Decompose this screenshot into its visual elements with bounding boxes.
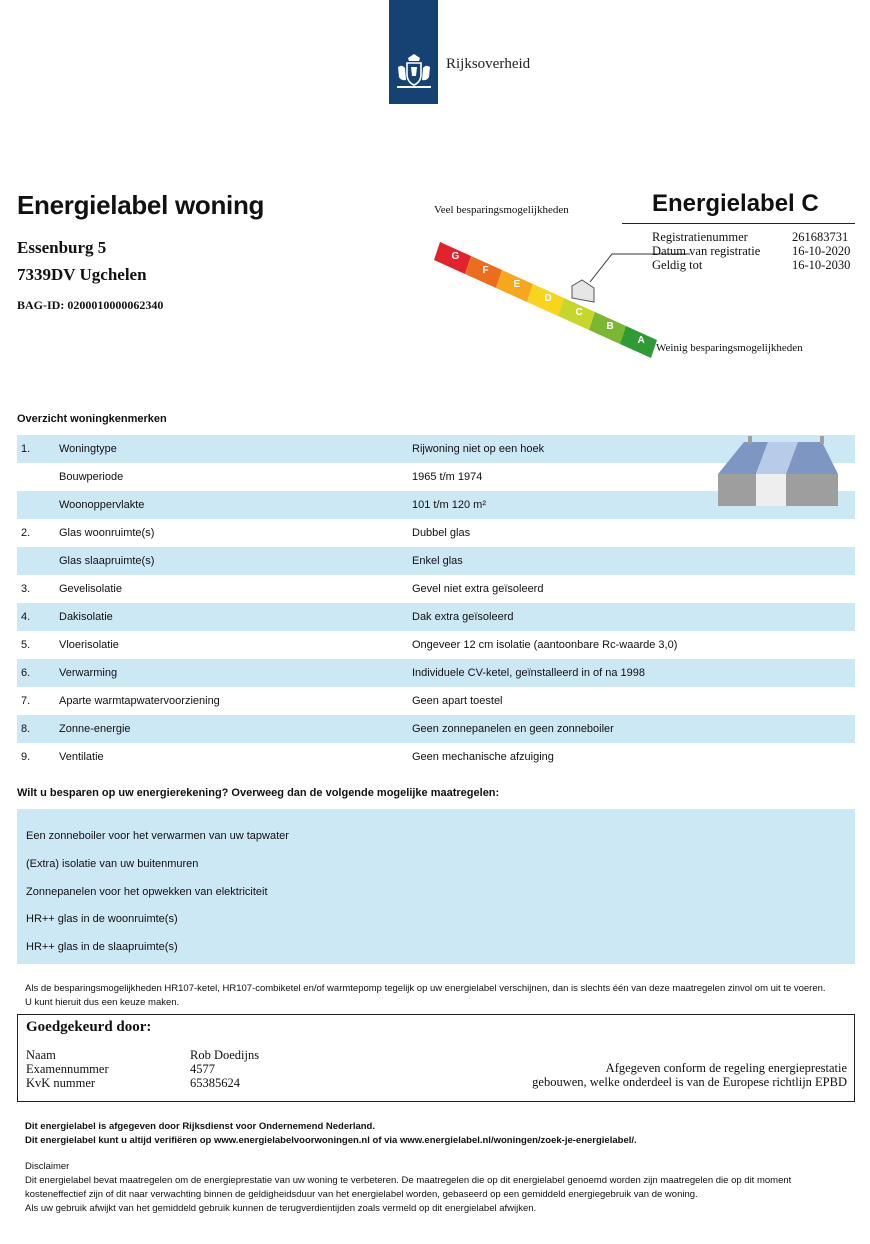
row-label: Vloerisolatie	[59, 639, 119, 651]
scale-letter: B	[606, 321, 614, 332]
row-label: Aparte warmtapwatervoorziening	[59, 695, 220, 707]
approval-key: Naam	[26, 1048, 56, 1062]
approval-key: KvK nummer	[26, 1076, 96, 1090]
row-number: 9.	[21, 751, 31, 763]
coat-of-arms-icon	[394, 52, 434, 92]
row-value: Individuele CV-ketel, geïnstalleerd in of na 1998	[412, 667, 645, 679]
issued-by	[25, 1120, 637, 1148]
current-class-marker	[572, 280, 594, 302]
row-label: Zonne-energie	[59, 723, 131, 735]
overview-heading: Overzicht woningkenmerken	[17, 413, 167, 425]
scale-letter: G	[451, 251, 460, 262]
row-number: 2.	[21, 527, 31, 539]
scale-letter: A	[637, 335, 645, 346]
measure-item: (Extra) isolatie van uw buitenmuren	[26, 858, 199, 870]
row-value: Geen zonnepanelen en geen zonneboiler	[412, 723, 614, 735]
logo-text: Rijksoverheid	[446, 56, 531, 72]
row-number: 4.	[21, 611, 31, 623]
approval-value: 65385624	[190, 1076, 240, 1090]
verification-line: Dit energielabel kunt u altijd verifiëren op www.energielabelvoorwoningen.nl of via www.energielabel.nl/woningen/zoek-je-energielabel/.	[25, 1135, 637, 1146]
row-value: Rijwoning niet op een hoek	[412, 443, 545, 455]
energy-label-title: Energielabel C	[652, 190, 819, 217]
issued-line: Dit energielabel is afgegeven door Rijksdienst voor Ondernemend Nederland.	[25, 1121, 376, 1132]
row-value: Dubbel glas	[412, 527, 471, 539]
scale-letter: D	[544, 293, 552, 304]
table-row	[17, 659, 855, 687]
registration-row	[652, 244, 852, 258]
row-value: Geen mechanische afzuiging	[412, 751, 554, 763]
row-value: Enkel glas	[412, 555, 463, 567]
approval-row	[26, 1076, 259, 1090]
row-label: Woonoppervlakte	[59, 499, 145, 511]
table-row	[17, 631, 855, 659]
approval-value: 4577	[190, 1062, 215, 1076]
row-number: 1.	[21, 443, 31, 455]
row-number: 5.	[21, 639, 31, 651]
measure-item: HR++ glas in de woonruimte(s)	[26, 913, 178, 925]
row-label: Ventilatie	[59, 751, 104, 763]
registration-details	[652, 230, 852, 272]
house-icon	[716, 434, 840, 510]
disclaimer	[25, 1160, 845, 1216]
measures-box	[17, 809, 855, 964]
scale-letter: E	[513, 279, 521, 290]
row-label: Glas slaapruimte(s)	[59, 555, 155, 567]
approval-box	[17, 1014, 855, 1102]
scale-letter: C	[575, 307, 583, 318]
epbd-line: Afgegeven conform de regeling energieprestatie	[605, 1061, 847, 1075]
row-label: Verwarming	[59, 667, 118, 679]
row-number: 7.	[21, 695, 31, 707]
epbd-statement	[532, 1061, 847, 1089]
approval-key: Examennummer	[26, 1062, 109, 1076]
row-number: 6.	[21, 667, 31, 679]
address-street: Essenburg 5	[17, 238, 107, 257]
registration-value: 16-10-2030	[792, 258, 851, 272]
registration-key: Registratienummer	[652, 230, 748, 244]
row-label: Gevelisolatie	[59, 583, 122, 595]
row-value: Geen apart toestel	[412, 695, 503, 707]
disclaimer-title: Disclaimer	[25, 1161, 70, 1172]
row-label: Glas woonruimte(s)	[59, 527, 155, 539]
row-value: 101 t/m 120 m²	[412, 499, 486, 511]
scale-bottom-text: Weinig besparingsmogelijkheden	[656, 342, 803, 354]
measure-item: HR++ glas in de slaapruimte(s)	[26, 941, 178, 953]
table-row	[17, 519, 855, 547]
approval-details	[26, 1048, 259, 1090]
measure-item: Zonnepanelen voor het opwekken van elektriciteit	[26, 886, 268, 898]
table-row	[17, 575, 855, 603]
approval-row	[26, 1048, 259, 1062]
approval-value: Rob Doedijns	[190, 1048, 260, 1062]
page-title: Energielabel woning	[17, 190, 265, 220]
registration-value: 261683731	[792, 230, 849, 244]
row-label: Dakisolatie	[59, 611, 113, 623]
registration-key: Geldig tot	[652, 258, 703, 272]
disclaimer-text: Als uw gebruik afwijkt van het gemiddeld gebruik kunnen de terugverdientijden zoals vermeld op dit energielabel afwijken.	[25, 1203, 537, 1214]
divider	[622, 223, 855, 224]
measures-heading: Wilt u besparen op uw energierekening? Overweeg dan de volgende mogelijke maatregelen:	[17, 787, 500, 799]
logo-bar	[389, 0, 438, 104]
table-row	[17, 603, 855, 631]
registration-key: Datum van registratie	[652, 244, 761, 258]
registration-value: 16-10-2020	[792, 244, 851, 258]
scale-top-text: Veel besparingsmogelijkheden	[434, 204, 569, 216]
bag-id: BAG-ID: 0200010000062340	[17, 298, 164, 312]
table-row	[17, 743, 855, 771]
disclaimer-text: Dit energielabel bevat maatregelen om de energieprestatie van uw woning te verbeteren. De maatregelen die op dit energielabel genoemd worden zijn maatregelen die op dit moment kosteneffectief zijn of dit naar verwachting binnen de geldigheidsduur van het energielabel worden, gebaseerd op een gemiddeld energiegebruik van de woning.	[25, 1175, 792, 1200]
address-postcode-city: 7339DV Ugchelen	[17, 265, 147, 284]
table-row	[17, 687, 855, 715]
row-value: 1965 t/m 1974	[412, 471, 483, 483]
row-label: Woningtype	[59, 443, 117, 455]
scale-letter: F	[482, 265, 489, 276]
measures-note: Als de besparingsmogelijkheden HR107-ketel, HR107-combiketel en/of warmtepomp tegelijk op uw energielabel verschijnen, dan is slechts één van deze maatregelen zinvol om uit te voeren. U kunt hieruit dus een keuze maken.	[25, 983, 826, 1008]
row-number: 3.	[21, 583, 31, 595]
row-value: Ongeveer 12 cm isolatie (aantoonbare Rc-waarde 3,0)	[412, 639, 678, 651]
registration-row	[652, 258, 852, 272]
registration-row	[652, 230, 852, 244]
row-value: Dak extra geïsoleerd	[412, 611, 514, 623]
table-row	[17, 715, 855, 743]
energy-scale	[430, 220, 690, 360]
row-value: Gevel niet extra geïsoleerd	[412, 583, 544, 595]
table-row	[17, 547, 855, 575]
epbd-line: gebouwen, welke onderdeel is van de Europese richtlijn EPBD	[532, 1075, 847, 1089]
row-label: Bouwperiode	[59, 471, 124, 483]
row-number: 8.	[21, 723, 31, 735]
approval-title: Goedgekeurd door:	[26, 1019, 152, 1035]
measure-item: Een zonneboiler voor het verwarmen van uw tapwater	[26, 830, 289, 842]
approval-row	[26, 1062, 259, 1076]
